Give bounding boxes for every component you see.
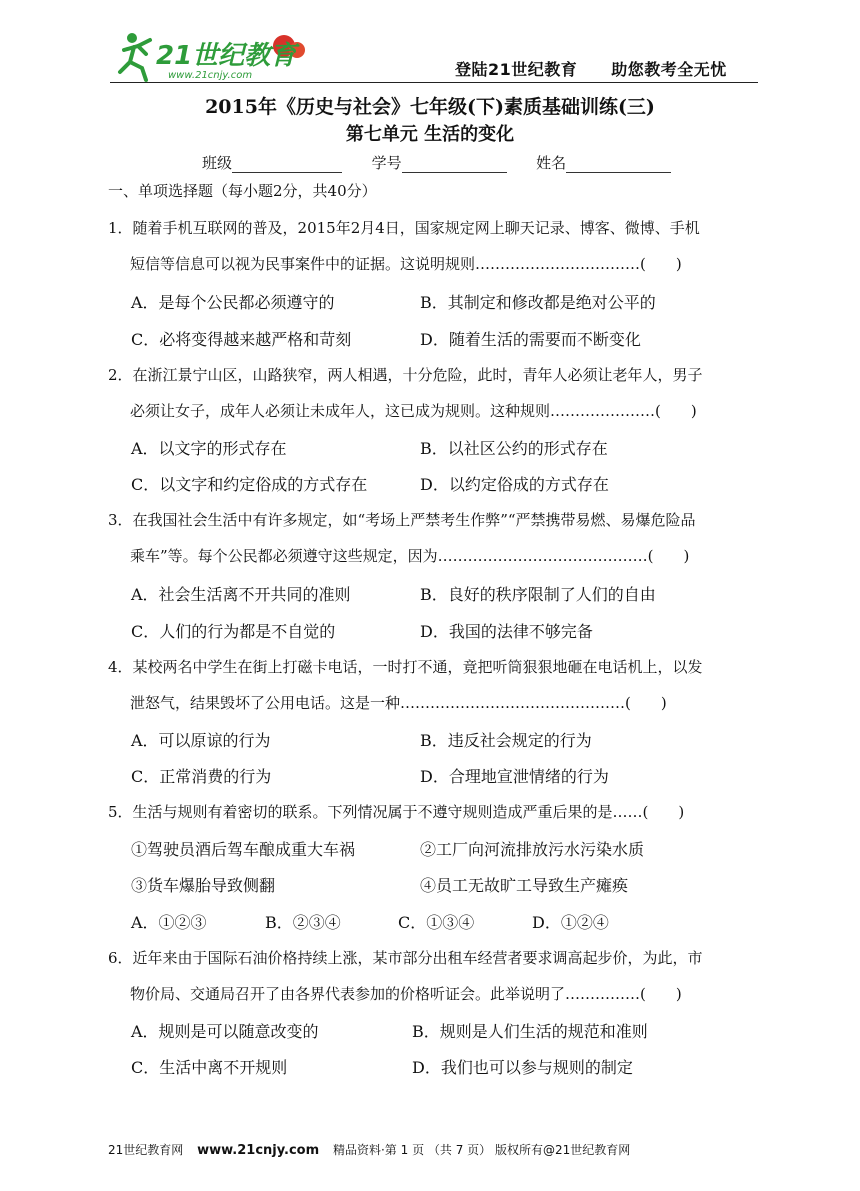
question-text: 物价局、交通局召开了由各界代表参加的价格听证会。此举说明了……………( ) bbox=[130, 985, 682, 1003]
statement-1: ①驾驶员酒后驾车酿成重大车祸 bbox=[131, 840, 356, 859]
logo-text: 21世纪教育 bbox=[156, 41, 297, 71]
option-b[interactable]: B．规则是人们生活的规范和准则 bbox=[412, 1022, 648, 1041]
header-slogan bbox=[455, 57, 727, 80]
option-c[interactable]: C．生活中离不开规则 bbox=[131, 1058, 288, 1077]
option-a[interactable]: A．社会生活离不开共同的准则 bbox=[131, 585, 351, 604]
option-c[interactable]: C．以文字和约定俗成的方式存在 bbox=[131, 475, 368, 494]
question-text: 乘车”等。每个公民都必须遵守这些规定，因为……………………………………( ) bbox=[130, 547, 690, 565]
page-title: 2015年《历史与社会》七年级(下)素质基础训练(三) bbox=[205, 96, 655, 118]
option-b[interactable]: B．以社区公约的形式存在 bbox=[420, 439, 608, 458]
question-text: 3．在我国社会生活中有许多规定，如“考场上严禁考生作弊”“严禁携带易燃、易爆危险品 bbox=[108, 511, 696, 529]
number-field[interactable] bbox=[402, 156, 507, 173]
question-text: 短信等信息可以视为民事案件中的证据。这说明规则……………………………( ) bbox=[130, 255, 682, 273]
option-d[interactable]: D．我国的法律不够完备 bbox=[420, 622, 593, 641]
question-text: 5．生活与规则有着密切的联系。下列情况属于不遵守规则造成严重后果的是……( ) bbox=[108, 803, 685, 821]
question-text: 必须让女子，成年人必须让未成年人，这已成为规则。这种规则…………………( ) bbox=[130, 402, 697, 420]
option-a[interactable]: A．可以原谅的行为 bbox=[131, 731, 271, 750]
option-b[interactable]: B．良好的秩序限制了人们的自由 bbox=[420, 585, 656, 604]
question-3 bbox=[108, 502, 758, 574]
section-heading: 一、单项选择题（每小题2分，共40分） bbox=[108, 182, 377, 200]
footer-info: 精品资料·第 1 页 （共 7 页） 版权所有@21世纪教育网 bbox=[332, 1143, 631, 1157]
class-label: 班级 bbox=[202, 154, 233, 172]
statement-3: ③货车爆胎导致侧翻 bbox=[131, 876, 276, 895]
option-a[interactable]: A．①②③ bbox=[131, 913, 207, 932]
site-logo[interactable] bbox=[112, 28, 312, 84]
option-a[interactable]: A．是每个公民都必须遵守的 bbox=[131, 293, 335, 312]
slogan-right: 助您教考全无忧 bbox=[611, 60, 727, 79]
statement-4: ④员工无故旷工导致生产瘫痪 bbox=[420, 876, 629, 895]
footer-url[interactable]: www.21cnjy.com bbox=[197, 1143, 320, 1158]
slogan-left: 登陆21世纪教育 bbox=[455, 60, 578, 79]
number-label: 学号 bbox=[371, 154, 402, 172]
page-subtitle: 第七单元 生活的变化 bbox=[345, 124, 515, 145]
statement-2: ②工厂向河流排放污水污染水质 bbox=[420, 840, 645, 859]
header-divider bbox=[110, 82, 758, 83]
question-text: 1．随着手机互联网的普及，2015年2月4日，国家规定网上聊天记录、博客、微博、手机 bbox=[108, 219, 700, 237]
question-text: 6．近年来由于国际石油价格持续上涨，某市部分出租车经营者要求调高起步价，为此，市 bbox=[108, 949, 703, 967]
question-6 bbox=[108, 940, 758, 1012]
option-d[interactable]: D．我们也可以参与规则的制定 bbox=[412, 1058, 633, 1077]
question-5 bbox=[108, 794, 758, 830]
question-text: 泄怒气，结果毁坏了公用电话。这是一种………………………………………( ) bbox=[130, 694, 667, 712]
class-field[interactable] bbox=[232, 156, 342, 173]
runner-icon bbox=[120, 33, 150, 80]
option-d[interactable]: D．随着生活的需要而不断变化 bbox=[420, 330, 641, 349]
option-d[interactable]: D．①②④ bbox=[532, 913, 609, 932]
footer-site: 21世纪教育网 bbox=[108, 1143, 184, 1157]
page-footer bbox=[108, 1141, 630, 1158]
name-label: 姓名 bbox=[536, 154, 567, 172]
logo-url: www.21cnjy.com bbox=[168, 70, 253, 81]
option-b[interactable]: B．②③④ bbox=[265, 913, 341, 932]
option-d[interactable]: D．合理地宣泄情绪的行为 bbox=[420, 767, 609, 786]
option-d[interactable]: D．以约定俗成的方式存在 bbox=[420, 475, 609, 494]
question-text: 2．在浙江景宁山区，山路狭窄，两人相遇，十分危险，此时，青年人必须让老年人，男子 bbox=[108, 366, 703, 384]
option-a[interactable]: A．规则是可以随意改变的 bbox=[131, 1022, 319, 1041]
question-4 bbox=[108, 649, 758, 721]
option-b[interactable]: B．违反社会规定的行为 bbox=[420, 731, 592, 750]
question-1 bbox=[108, 210, 758, 282]
option-b[interactable]: B．其制定和修改都是绝对公平的 bbox=[420, 293, 656, 312]
option-a[interactable]: A．以文字的形式存在 bbox=[131, 439, 287, 458]
option-c[interactable]: C．人们的行为都是不自觉的 bbox=[131, 622, 336, 641]
name-field[interactable] bbox=[566, 156, 671, 173]
option-c[interactable]: C．正常消费的行为 bbox=[131, 767, 272, 786]
question-text: 4．某校两名中学生在街上打磁卡电话，一时打不通，竟把听筒狠狠地砸在电话机上，以发 bbox=[108, 658, 703, 676]
question-2 bbox=[108, 357, 758, 429]
option-c[interactable]: C．必将变得越来越严格和苛刻 bbox=[131, 330, 352, 349]
student-info-line bbox=[202, 152, 671, 173]
option-c[interactable]: C．①③④ bbox=[398, 913, 475, 932]
